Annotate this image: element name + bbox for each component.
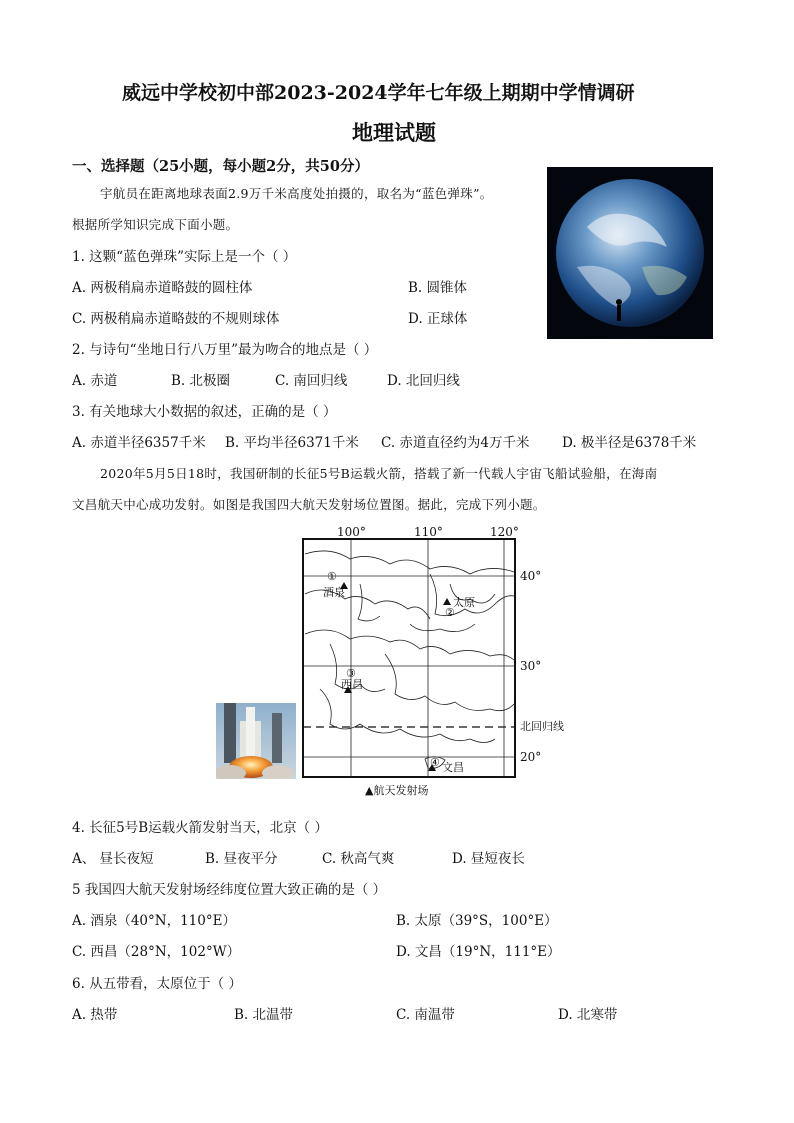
map-site-number-4: ④ <box>430 756 440 769</box>
map-longitude-120: 120° <box>490 525 519 539</box>
question-2-option-a[interactable]: A. 赤道 <box>72 373 118 389</box>
map-site-name-1: 酒泉 <box>323 586 345 599</box>
map-site-number-2: ② <box>445 606 455 619</box>
map-site-name-2: 太原 <box>453 596 475 609</box>
earth-image <box>547 167 713 339</box>
question-3-option-b[interactable]: B. 平均半径6371千米 <box>225 435 359 451</box>
rocket-launch-image <box>216 703 296 779</box>
map-latitude-40: 40° <box>520 569 542 583</box>
intro1-line1: 宇航员在距离地球表面2.9万千米高度处拍摄的，取名为“蓝色弹珠”。 <box>100 186 493 201</box>
question-4-option-a[interactable]: A、 昼长夜短 <box>72 851 154 867</box>
map-site-name-4: 文昌 <box>442 761 464 774</box>
question-5-stem: 5 我国四大航天发射场经纬度位置大致正确的是（ ） <box>72 882 387 898</box>
question-5-option-d[interactable]: D. 文昌（19°N，111°E） <box>396 944 561 960</box>
question-3-stem: 3. 有关地球大小数据的叙述，正确的是（ ） <box>72 404 337 420</box>
question-1-option-a[interactable]: A. 两极稍扁赤道略鼓的圆柱体 <box>72 280 253 296</box>
map-tropic-label: 北回归线 <box>520 720 564 733</box>
question-6-option-d[interactable]: D. 北寒带 <box>558 1007 618 1023</box>
intro2-line1: 2020年5月5日18时，我国研制的长征5号B运载火箭，搭载了新一代载人宇宙飞船试验船，在海南 <box>100 466 658 481</box>
question-4-option-d[interactable]: D. 昼短夜长 <box>452 851 525 867</box>
question-4-option-c[interactable]: C. 秋高气爽 <box>322 851 395 867</box>
map-site-name-3: 西昌 <box>341 678 363 691</box>
question-6-stem: 6. 从五带看，太原位于（ ） <box>72 976 242 992</box>
question-5-option-c[interactable]: C. 西昌（28°N，102°W） <box>72 944 241 960</box>
exam-subtitle: 地理试题 <box>352 120 436 145</box>
question-6-option-b[interactable]: B. 北温带 <box>234 1007 294 1023</box>
intro1-line2: 根据所学知识完成下面小题。 <box>72 217 239 232</box>
map-longitude-110: 110° <box>414 525 443 539</box>
question-6-option-a[interactable]: A. 热带 <box>72 1007 118 1023</box>
question-5-option-a[interactable]: A. 酒泉（40°N，110°E） <box>72 913 236 929</box>
launch-sites-map <box>290 524 590 797</box>
question-1-option-c[interactable]: C. 两极稍扁赤道略鼓的不规则球体 <box>72 311 280 327</box>
question-2-option-d[interactable]: D. 北回归线 <box>387 373 460 389</box>
map-legend: ▲航天发射场 <box>365 784 429 797</box>
map-latitude-30: 30° <box>520 659 542 673</box>
question-2-option-c[interactable]: C. 南回归线 <box>275 373 348 389</box>
map-longitude-100: 100° <box>337 525 366 539</box>
question-3-option-a[interactable]: A. 赤道半径6357千米 <box>72 435 206 451</box>
exam-title: 威远中学校初中部2023-2024学年七年级上期期中学情调研 <box>122 82 635 104</box>
question-1-option-b[interactable]: B. 圆锥体 <box>408 280 468 296</box>
map-site-number-3: ③ <box>346 667 356 680</box>
section-heading: 一、选择题（25小题，每小题2分，共50分） <box>72 158 369 175</box>
question-2-option-b[interactable]: B. 北极圈 <box>171 373 231 389</box>
question-2-stem: 2. 与诗句“坐地日行八万里”最为吻合的地点是（ ） <box>72 342 378 358</box>
intro2-line2: 文昌航天中心成功发射。如图是我国四大航天发射场位置图。据此，完成下列小题。 <box>72 497 546 512</box>
question-6-option-c[interactable]: C. 南温带 <box>396 1007 455 1023</box>
question-5-option-b[interactable]: B. 太原（39°S，100°E） <box>396 913 558 929</box>
question-4-stem: 4. 长征5号B运载火箭发射当天，北京（ ） <box>72 820 328 836</box>
map-site-number-1: ① <box>327 570 337 583</box>
question-1-option-d[interactable]: D. 正球体 <box>408 311 468 327</box>
map-latitude-20: 20° <box>520 750 542 764</box>
question-1-stem: 1. 这颗“蓝色弹珠”实际上是一个（ ） <box>72 249 297 265</box>
question-3-option-c[interactable]: C. 赤道直径约为4万千米 <box>381 435 530 451</box>
question-3-option-d[interactable]: D. 极半径是6378千米 <box>562 435 697 451</box>
question-4-option-b[interactable]: B. 昼夜平分 <box>205 851 278 867</box>
